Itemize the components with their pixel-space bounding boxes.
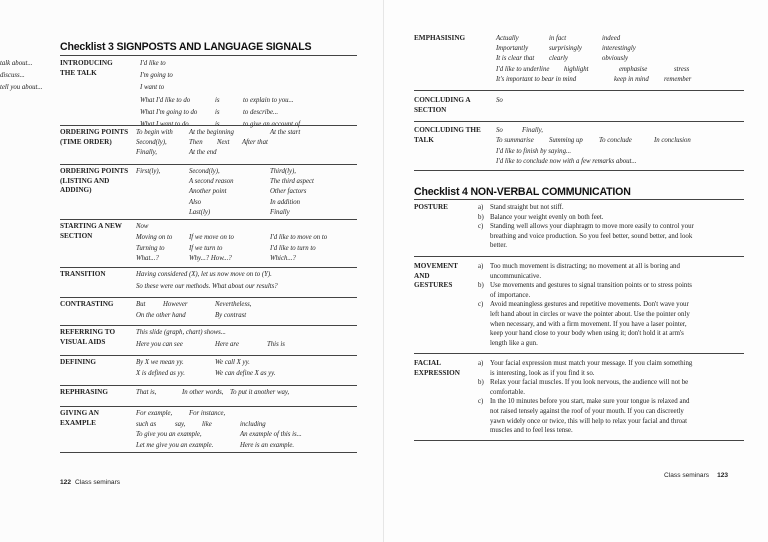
section-label: REPHRASING (60, 388, 108, 396)
phrase: like (202, 420, 212, 428)
phrase: talk about... (0, 60, 33, 67)
phrase: Importantly (496, 45, 529, 53)
phrase: Here is an example. (240, 442, 295, 450)
phrase: By contrast (215, 312, 247, 319)
phrase: At the beginning (189, 129, 234, 136)
section-divider (60, 297, 357, 298)
phrase: Finally, (522, 127, 543, 134)
item-text: Your facial expression must match your message. If you claim something (490, 360, 693, 367)
phrase: This slide (graph, chart) shows... (136, 329, 226, 336)
section-label: ORDERING POINTS (60, 128, 129, 136)
section-divider (414, 121, 744, 122)
right-page (384, 0, 768, 542)
item-text: breathing and voice production. So you feel better, sound better, and look (490, 232, 693, 240)
phrase: Finally, (136, 149, 157, 157)
phrase: discuss... (0, 72, 25, 80)
section-label: TRANSITION (60, 270, 106, 278)
phrase: Finally (270, 208, 290, 216)
item-text: In the 10 minutes before you start, make sure your tongue is relaxed and (490, 398, 690, 406)
section-label: VISUAL AIDS (60, 337, 106, 346)
section-label: POSTURE (414, 203, 448, 211)
phrase: If we move on to (189, 233, 234, 241)
phrase: An example of this is... (240, 431, 302, 439)
phrase: obviously (602, 55, 629, 63)
title-rule (414, 199, 744, 200)
phrase: surprisingly (549, 45, 582, 53)
phrase: This is (267, 341, 285, 348)
phrase: Which...? (270, 255, 296, 263)
section-divider (414, 90, 744, 91)
phrase: such as (136, 420, 157, 428)
item-text: yawn widely once or twice, this will help to relax your facial and throat (490, 417, 688, 425)
section-label: CONCLUDING THE (414, 126, 481, 134)
section-label: TALK (414, 135, 434, 144)
item-marker: c) (478, 223, 484, 231)
phrase: To put it another way, (230, 389, 290, 396)
item-text: Avoid meaningless gestures and repetitive movements. Don't wave your (490, 301, 689, 309)
phrase: It is clear that (496, 55, 535, 63)
phrase: What I'd like to do (140, 96, 191, 104)
item-text: muscles and to feel less tense. (490, 427, 573, 435)
phrase: Third(ly), (270, 168, 296, 175)
item-marker: a) (478, 360, 484, 367)
title-rule (60, 55, 357, 56)
checklist-4-title: Checklist 4 NON-VERBAL COMMUNICATION (414, 186, 631, 198)
phrase: That is, (136, 389, 157, 396)
phrase: It's important to bear in mind (496, 75, 577, 83)
phrase: I'd like to move on to (270, 233, 328, 241)
section-label: EMPHASISING (414, 34, 466, 42)
phrase: I'd like to finish by saying... (496, 147, 572, 155)
item-text: left hand about in circles or wave the pointer about. Use the pointer only (490, 311, 690, 318)
section-label: GESTURES (414, 281, 453, 290)
section-divider (60, 125, 357, 126)
phrase: At the end (189, 149, 217, 157)
phrase: including (240, 420, 266, 428)
phrase: Also (189, 198, 202, 206)
section-label: CONCLUDING A (414, 96, 471, 104)
section-divider (60, 267, 357, 268)
phrase: emphasise (619, 65, 648, 73)
phrase: Next (217, 139, 230, 147)
item-text: is interesting, look as if you find it so. (490, 369, 595, 377)
section-label: (TIME ORDER) (60, 137, 112, 146)
section-label: SECTION (60, 231, 93, 240)
phrase: In conclusion (654, 137, 691, 145)
phrase: To begin with (136, 129, 173, 136)
phrase: is (215, 96, 220, 104)
phrase: to explain to you... (243, 96, 294, 104)
phrase: remember (664, 75, 692, 83)
phrase: So (496, 127, 503, 134)
phrase: clearly (549, 55, 568, 63)
item-text: of importance. (490, 291, 531, 299)
phrase: Then (189, 139, 203, 147)
phrase: By X we mean yy. (136, 359, 184, 366)
phrase: in fact (549, 35, 567, 42)
phrase: To give you an example, (136, 431, 202, 439)
phrase: I'd like to turn to (270, 244, 316, 252)
section-label: (LISTING AND (60, 176, 110, 185)
phrase: is (215, 108, 220, 116)
phrase: indeed (602, 35, 621, 42)
page-number: 122 (60, 479, 72, 486)
phrase: If we turn to (189, 244, 223, 252)
item-text: Standing well allows your diaphragm to move more easily to control your (490, 223, 694, 231)
section-label: REFERRING TO (60, 328, 116, 336)
item-marker: a) (478, 263, 484, 270)
section-divider (60, 406, 357, 407)
phrase: Let me give you an example. (136, 442, 214, 450)
section-divider (60, 219, 357, 220)
item-text: keep your hand close to your body when using it; don't hold it at arm's (490, 330, 684, 338)
phrase: I'd like to (140, 60, 166, 67)
phrase: To summarise (496, 137, 534, 145)
phrase: Having considered (X), let us now move on to (Y). (136, 271, 272, 278)
section-divider (414, 256, 744, 257)
table-bottom-rule (60, 452, 357, 453)
phrase: to describe... (243, 108, 279, 116)
phrase: First(ly), (136, 168, 161, 175)
section-label: THE TALK (60, 68, 97, 77)
phrase: I want to (140, 84, 165, 92)
section-divider (60, 164, 357, 165)
section-divider (60, 385, 357, 386)
item-marker: c) (478, 301, 484, 309)
phrase: On the other hand (136, 312, 186, 319)
phrase: keep in mind (614, 75, 649, 83)
section-divider (60, 325, 357, 326)
page-number: 123 (717, 472, 729, 479)
section-label: EXPRESSION (414, 368, 460, 377)
phrase: X is defined as yy. (136, 370, 185, 377)
section-label: ADDING) (60, 186, 92, 195)
phrase: In other words, (182, 389, 224, 396)
phrase: We can define X as yy. (215, 370, 276, 377)
phrase: What I'm going to do (140, 108, 198, 116)
footer-text: Class seminars (664, 472, 710, 479)
phrase: After that (242, 139, 268, 147)
item-marker: b) (478, 282, 484, 290)
section-label: ORDERING POINTS (60, 167, 129, 175)
phrase: In addition (270, 198, 301, 206)
phrase: I'm going to (140, 72, 173, 80)
phrase: For example, (136, 410, 173, 417)
phrase: However (163, 301, 188, 308)
item-marker: c) (478, 398, 484, 406)
phrase: interestingly (602, 45, 636, 53)
phrase: Actually (496, 35, 519, 42)
phrase: I'd like to conclude now with a few remarks about... (496, 157, 637, 165)
phrase: Here you can see (136, 341, 183, 348)
item-marker: b) (478, 213, 484, 221)
section-label: GIVING AN (60, 409, 99, 417)
phrase: So these were our methods. What about our results? (136, 282, 278, 290)
phrase: So (496, 97, 503, 104)
phrase: A second reason (189, 178, 234, 186)
section-label: AND (414, 271, 430, 280)
section-label: EXAMPLE (60, 418, 96, 427)
item-text: uncommunicative. (490, 272, 542, 280)
phrase: highlight (564, 65, 589, 73)
footer-text: Class seminars (75, 479, 121, 486)
section-divider (60, 355, 357, 356)
phrase: tell you about... (0, 84, 43, 92)
item-text: Relax your facial muscles. If you look nervous, the audience will not be (490, 379, 689, 387)
phrase: I'd like to underline (496, 65, 550, 73)
item-text: better. (490, 242, 508, 250)
section-label: CONTRASTING (60, 300, 114, 308)
section-label: MOVEMENT (414, 262, 458, 270)
section-label: STARTING A NEW (60, 222, 122, 230)
phrase: To conclude (599, 137, 632, 145)
phrase: Turning to (136, 244, 165, 252)
item-text: Stand straight but not stiff. (490, 204, 564, 211)
section-label: INTRODUCING (60, 59, 113, 67)
phrase: Second(ly), (136, 139, 167, 147)
section-label: SECTION (414, 105, 447, 114)
phrase: Other factors (270, 188, 307, 196)
phrase: At the start (270, 129, 301, 136)
phrase: Summing up (549, 137, 583, 145)
section-divider (414, 353, 744, 354)
phrase: The third aspect (270, 178, 314, 186)
checklist-3-title: Checklist 3 SIGNPOSTS AND LANGUAGE SIGNALS (60, 41, 312, 53)
section-label: DEFINING (60, 358, 96, 366)
item-text: when necessary, and with a firm movement. If you have a laser pointer, (490, 320, 687, 328)
item-text: comfortable. (490, 388, 526, 396)
section-label: FACIAL (414, 359, 442, 367)
item-marker: b) (478, 379, 484, 387)
page-footer-right (664, 472, 728, 479)
phrase: Nevertheless, (215, 301, 252, 308)
phrase: say, (175, 420, 186, 428)
phrase: Why...? How...? (189, 255, 232, 263)
phrase: Moving on to (136, 233, 173, 241)
phrase: Second(ly), (189, 168, 220, 175)
phrase: Another point (189, 188, 227, 196)
item-text: Use movements and gestures to signal transition points or to stress points (490, 282, 692, 290)
item-text: length like a gun. (490, 339, 538, 347)
phrase: But (136, 301, 146, 308)
page-footer-left (60, 479, 120, 486)
table-bottom-rule (414, 440, 744, 441)
phrase: What...? (136, 255, 159, 263)
phrase: For instance, (189, 410, 226, 417)
item-text: not raised tensely against the roof of your mouth. If you can discreetly (490, 408, 684, 415)
phrase: Last(ly) (189, 208, 211, 216)
phrase: Here are (215, 341, 239, 348)
item-text: Too much movement is distracting; no movement at all is boring and (490, 263, 680, 270)
phrase: Now (136, 223, 149, 230)
table-bottom-rule (414, 170, 744, 171)
item-marker: a) (478, 204, 484, 211)
item-text: Balance your weight evenly on both feet. (490, 213, 604, 221)
phrase: We call X yy. (215, 359, 250, 366)
phrase: stress (674, 65, 690, 73)
